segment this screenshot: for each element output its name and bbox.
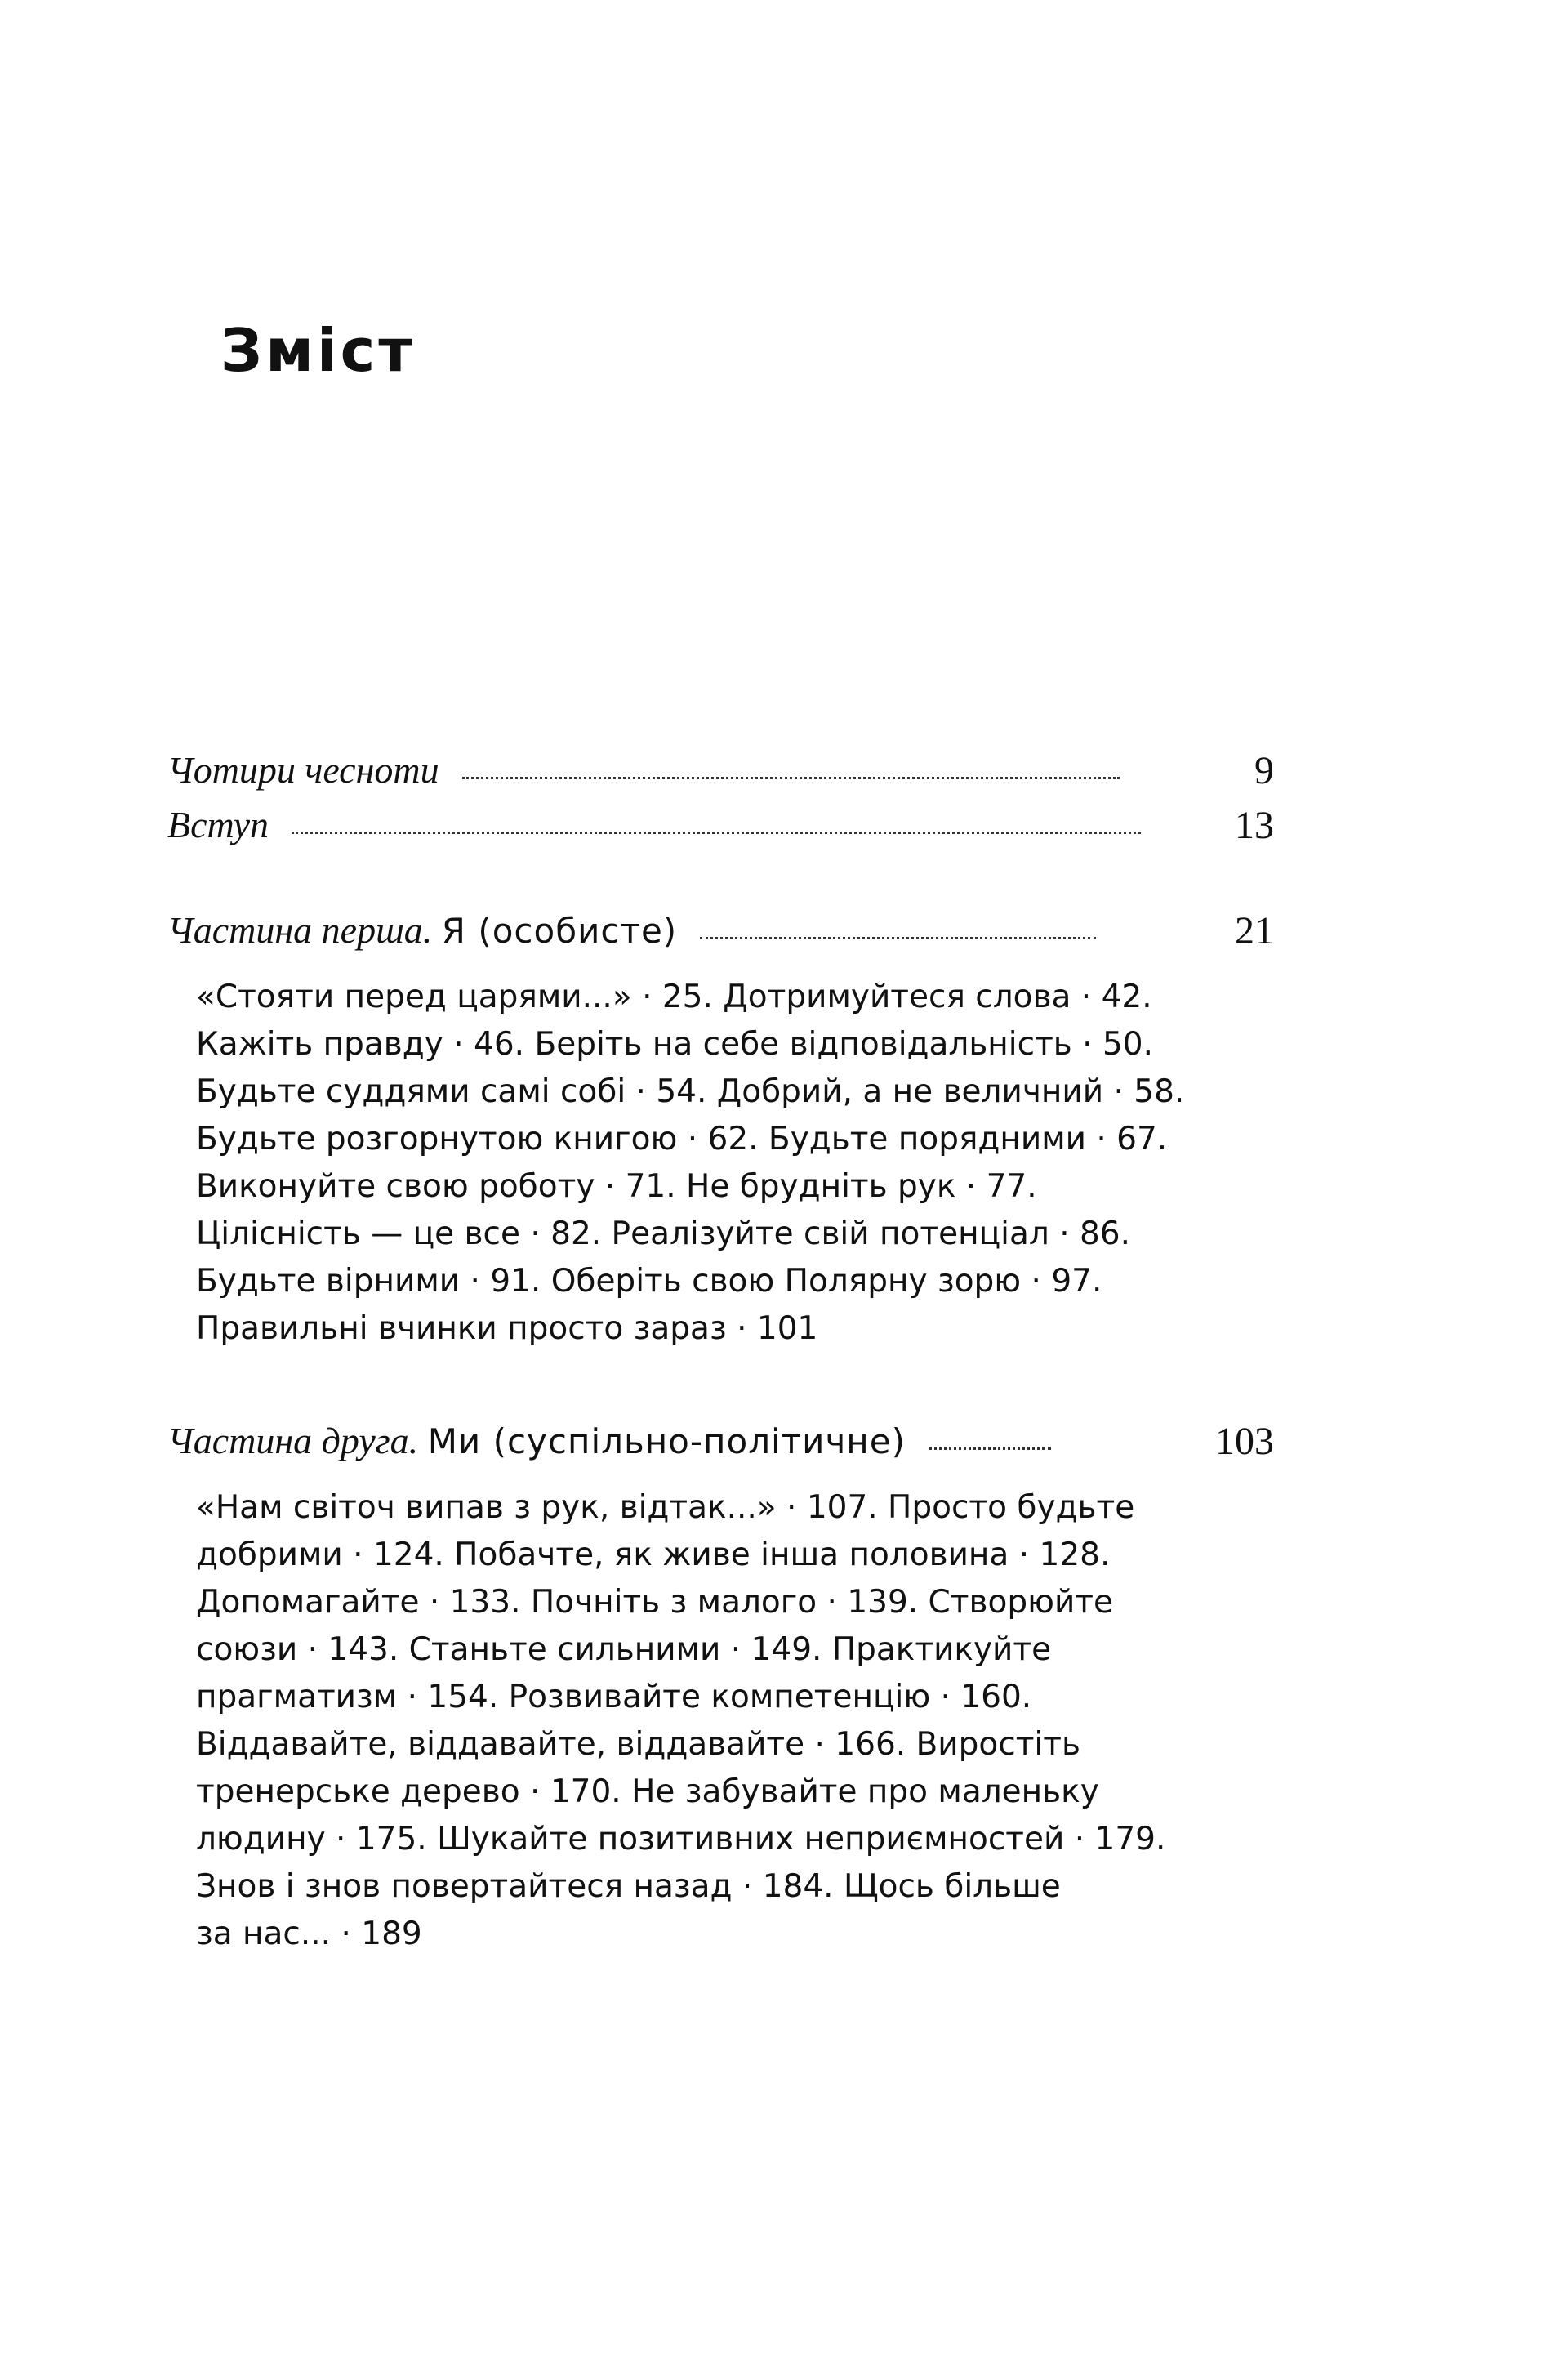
part-heading [167,909,678,951]
part-name: Ми (суспільно-політичне) [427,1421,906,1461]
chapter-line: Будьте розгорнутою книгою · 62. Будьте порядними · 67. [196,1121,1168,1157]
chapter-line: Допомагайте · 133. Почніть з малого · 139. Створюйте [196,1584,1114,1621]
toc-entry-page: 13 [1235,804,1274,847]
chapter-line: прагматизм · 154. Розвивайте компетенцію · 160. [196,1679,1032,1715]
part-one-chapters [196,974,1258,1353]
chapter-line: за нас... · 189 [196,1916,422,1952]
chapter-line: «Стояти перед царями...» · 25. Дотримуйтеся слова · 42. [196,979,1152,1015]
chapter-line: Будьте суддями самі собі · 54. Добрий, а не величний · 58. [196,1073,1185,1110]
toc-entry-page: 9 [1254,749,1274,792]
part-prefix: Частина друга. [167,1420,419,1461]
chapter-line: Віддавайте, віддавайте, віддавайте · 166. Виростіть [196,1726,1080,1763]
page-title: Зміст [220,316,416,385]
toc-entry-title: Вступ [167,804,270,845]
chapter-line: Правильні вчинки просто зараз · 101 [196,1310,818,1347]
part-page: 21 [1235,909,1274,952]
dot-leader [292,832,1141,834]
part-name: Я (особисте) [441,911,678,951]
chapter-line: Виконуйте свою роботу · 71. Не брудніть рук · 77. [196,1168,1037,1205]
toc-entry-title: Чотири чесноти [167,749,439,791]
chapter-line: тренерське дерево · 170. Не забувайте про маленьку [196,1773,1099,1810]
toc-part-two[interactable] [167,1420,1274,1463]
chapter-line: Цілісність — це все · 82. Реалізуйте свій потенціал · 86. [196,1215,1131,1252]
toc-part-one[interactable] [167,909,1274,952]
part-page: 103 [1215,1420,1274,1463]
dot-leader [462,777,1120,779]
part-prefix: Частина перша. [167,909,433,951]
toc-entry-four-virtues[interactable] [167,749,1274,792]
part-heading [167,1422,906,1460]
chapter-line: «Нам світоч випав з рук, відтак...» · 107. Просто будьте [196,1489,1135,1526]
chapter-line: Знов і знов повертайтеся назад · 184. Щось більше [196,1868,1061,1905]
chapter-line: людину · 175. Шукайте позитивних неприємностей · 179. [196,1821,1166,1858]
dot-leader [929,1447,1051,1450]
chapter-line: Кажіть правду · 46. Беріть на себе відповідальність · 50. [196,1026,1153,1063]
chapter-line: добрими · 124. Побачте, як живе інша половина · 128. [196,1537,1111,1573]
chapter-line: союзи · 143. Станьте сильними · 149. Практикуйте [196,1631,1052,1668]
part-two-chapters [196,1484,1258,1958]
dot-leader [700,937,1096,939]
chapter-line: Будьте вірними · 91. Оберіть свою Полярну зорю · 97. [196,1263,1102,1300]
toc-entry-introduction[interactable] [167,804,1274,847]
